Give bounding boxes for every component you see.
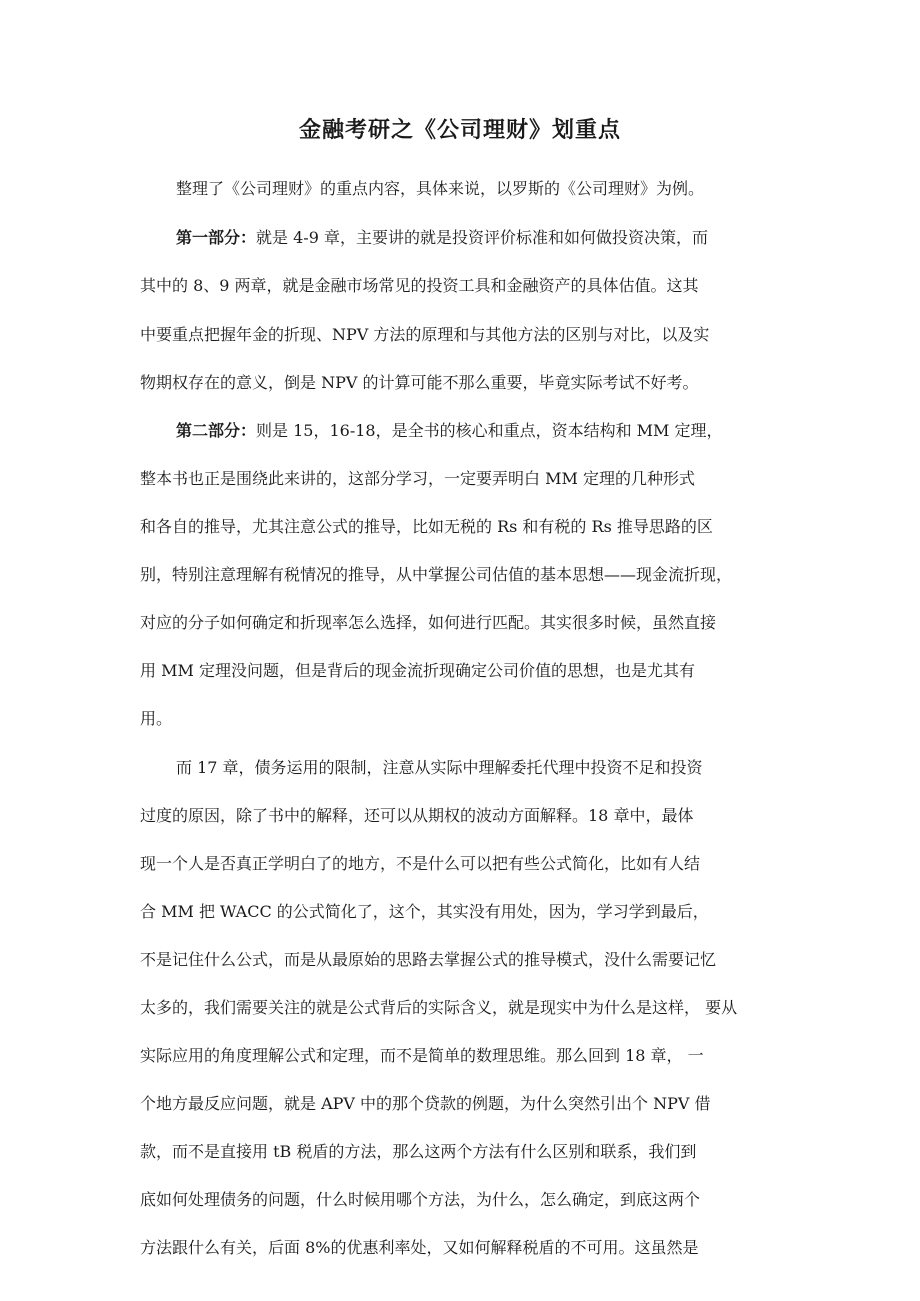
part3-line: 方法跟什么有关，后面 8%的优惠利率处，又如何解释税盾的不可用。这虽然是 [140,1238,699,1257]
part3-line: 款，而不是直接用 tB 税盾的方法，那么这两个方法有什么区别和联系，我们到 [140,1142,697,1161]
part3-line: 实际应用的角度理解公式和定理，而不是简单的数理思维。那么回到 18 章， 一 [140,1046,704,1065]
part2-text: 则是 15，16-18，是全书的核心和重点，资本结构和 MM 定理， [256,421,723,440]
part3-line: 个地方最反应问题，就是 APV 中的那个贷款的例题，为什么突然引出个 NPV 借 [140,1094,711,1113]
part1-label: 第一部分： [176,228,257,247]
part2-line: 对应的分子如何确定和折现率怎么选择，如何进行匹配。其实很多时候，虽然直接 [140,613,717,632]
part2-line: 和各自的推导，尤其注意公式的推导，比如无税的 Rs 和有税的 Rs 推导思路的区 [140,517,713,536]
part2-line [176,414,800,448]
document-title: 金融考研之《公司理财》划重点 [298,117,621,143]
part3-line: 合 MM 把 WACC 的公式简化了，这个，其实没有用处，因为，学习学到最后， [140,902,709,921]
part1-text: 就是 4-9 章，主要讲的就是投资评价标准和如何做投资决策，而 [256,228,708,247]
part2-line: 别，特别注意理解有税情况的推导，从中掌握公司估值的基本思想——现金流折现， [140,565,733,584]
part1-line: 其中的 8、9 两章，就是金融市场常见的投资工具和金融资产的具体估值。这其 [140,276,699,295]
part3-line: 不是记住什么公式，而是从最原始的思路去掌握公式的推导模式，没什么需要记忆 [140,950,717,969]
part2-line: 用 MM 定理没问题，但是背后的现金流折现确定公司价值的思想，也是尤其有 [140,661,695,680]
part3-line: 过度的原因，除了书中的解释，还可以从期权的波动方面解释。18 章中，最体 [140,806,694,825]
part2-line: 用。 [140,709,173,728]
part3-line: 现一个人是否真正学明白了的地方，不是什么可以把有些公式简化，比如有人结 [140,854,701,873]
part2-line: 整本书也正是围绕此来讲的，这部分学习，一定要弄明白 MM 定理的几种形式 [140,469,695,488]
part3-line: 太多的，我们需要关注的就是公式背后的实际含义，就是现实中为什么是这样， 要从 [140,998,738,1017]
part3-line: 而 17 章，债务运用的限制，注意从实际中理解委托代理中投资不足和投资 [176,758,703,777]
part1-line [176,221,800,255]
part3-line: 底如何处理债务的问题，什么时候用哪个方法，为什么，怎么确定，到底这两个 [140,1190,701,1209]
part1-line: 物期权存在的意义，倒是 NPV 的计算可能不那么重要，毕竟实际考试不好考。 [140,373,699,392]
part1-line: 中要重点把握年金的折现、NPV 方法的原理和与其他方法的区别与对比，以及实 [140,325,710,344]
intro-paragraph: 整理了《公司理财》的重点内容，具体来说，以罗斯的《公司理财》为例。 [176,179,705,198]
part2-label: 第二部分： [176,421,257,440]
